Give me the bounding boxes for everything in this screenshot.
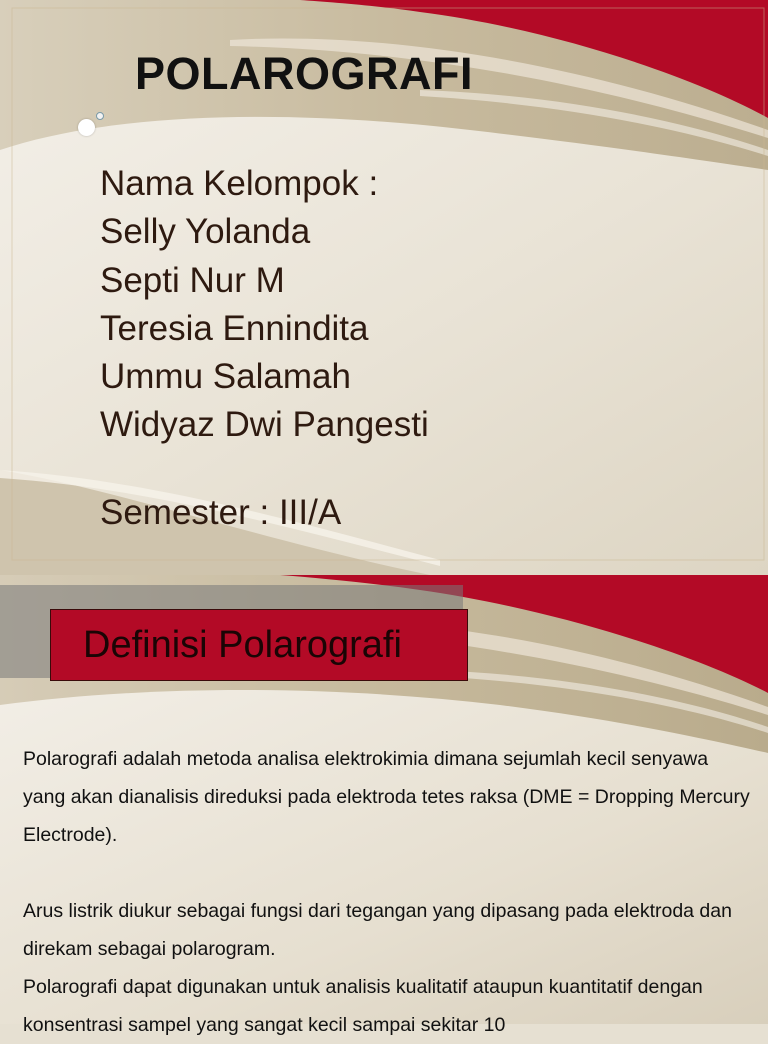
paragraph: Arus listrik diukur sebagai fungsi dari tegangan yang dipasang pada elektroda dan direkam sebagai polarogram. — [23, 900, 732, 960]
definition-body — [23, 740, 753, 1044]
list-item: Selly Yolanda — [100, 212, 311, 252]
decorative-circle-icon — [96, 112, 104, 120]
list-item: Septi Nur M — [100, 260, 285, 300]
heading-box — [50, 609, 468, 681]
page-title: POLAROGRAFI — [135, 48, 473, 99]
definition-slide — [0, 575, 768, 1036]
group-member-list — [100, 160, 429, 450]
section-heading: Definisi Polarografi — [83, 624, 402, 666]
paragraph: Polarografi adalah metoda analisa elektrokimia dimana sejumlah kecil senyawa yang akan dianalisis direduksi pada elektroda tetes raksa (DME = Dropping Mercury Electrode). — [23, 748, 750, 846]
semester-label: Semester : III/A — [100, 493, 342, 532]
list-item: Widyaz Dwi Pangesti — [100, 405, 429, 445]
list-item: Teresia Ennindita — [100, 308, 369, 348]
list-item: Ummu Salamah — [100, 357, 351, 397]
list-item: Nama Kelompok : — [100, 164, 379, 203]
decorative-dot-icon — [78, 119, 95, 136]
paragraph: Polarografi dapat digunakan untuk analisis kualitatif ataupun kuantitatif dengan konsentrasi sampel yang sangat kecil sampai sekitar 10 — [23, 976, 703, 1036]
